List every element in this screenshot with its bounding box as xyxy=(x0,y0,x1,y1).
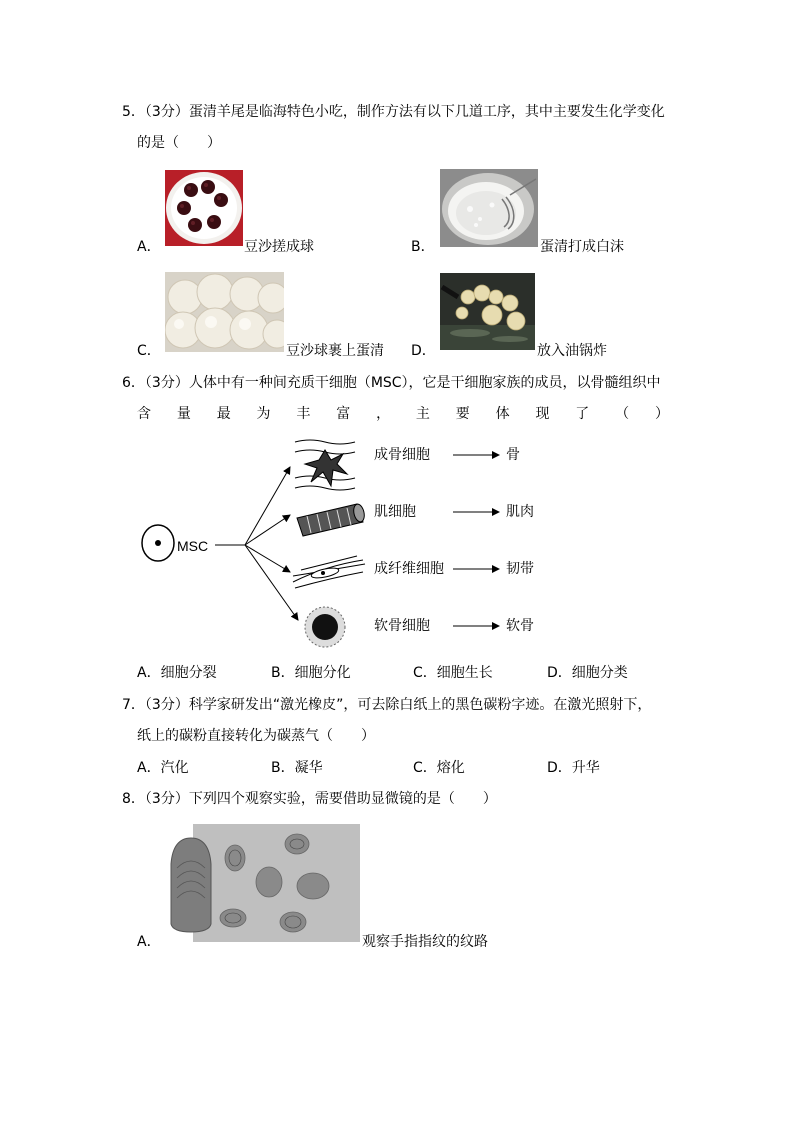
q5-stem-line2: 的是（ ） xyxy=(137,135,221,151)
q8-option-a-letter[interactable]: A． xyxy=(137,934,161,950)
q8-stem-line1: 8．（3分）下列四个观察实验，需要借助显微镜的是（ ） xyxy=(122,791,497,807)
diagram-cell-muscle: 肌细胞 xyxy=(374,504,416,520)
q5-option-a-image xyxy=(165,170,243,246)
q7-option-b[interactable]: B．凝华 xyxy=(271,760,323,776)
q6-stem-char: 量 xyxy=(176,406,191,422)
q6-stem-char: 富 xyxy=(336,406,351,422)
q6-stem-char: 主 xyxy=(415,406,430,422)
fibroblast-drawing xyxy=(293,556,365,588)
q5-option-a-caption: 豆沙搓成球 xyxy=(244,239,314,255)
q6-stem-char: 了 xyxy=(575,406,590,422)
q6-option-b[interactable]: B．细胞分化 xyxy=(271,665,351,681)
diagram-result-cartilage: 软骨 xyxy=(506,618,534,634)
q5-option-d-caption: 放入油锅炸 xyxy=(537,343,607,359)
chondrocyte-drawing xyxy=(305,607,345,647)
q5-option-b-caption: 蛋清打成白沫 xyxy=(540,239,624,255)
q6-stem-line2 xyxy=(137,405,669,423)
osteoblast-drawing xyxy=(295,440,355,490)
q6-stem-char: 为 xyxy=(256,406,271,422)
q6-stem-line1: 6．（3分）人体中有一种间充质干细胞（MSC），它是干细胞家族的成员，以骨髓组织中 xyxy=(122,375,661,391)
q6-stem-char: ， xyxy=(376,406,391,422)
diagram-result-muscle: 肌肉 xyxy=(506,504,534,520)
q6-option-a[interactable]: A．细胞分裂 xyxy=(137,665,217,681)
q6-stem-char: 最 xyxy=(216,406,231,422)
q7-option-d[interactable]: D．升华 xyxy=(547,760,600,776)
q5-option-b-letter[interactable]: B． xyxy=(411,239,435,255)
diagram-cell-fibroblast: 成纤维细胞 xyxy=(374,561,444,577)
q5-option-b-image xyxy=(440,169,538,247)
msc-cell-drawing xyxy=(142,525,174,561)
branch-lines xyxy=(215,467,298,620)
diagram-cell-osteoblast: 成骨细胞 xyxy=(374,447,430,463)
q7-option-a[interactable]: A．汽化 xyxy=(137,760,189,776)
q8-option-a-image xyxy=(163,824,360,944)
q5-option-a-letter[interactable]: A． xyxy=(137,239,161,255)
q5-option-d-image xyxy=(440,273,535,350)
q5-stem-line1: 5．（3分）蛋清羊尾是临海特色小吃，制作方法有以下几道工序，其中主要发生化学变化 xyxy=(122,104,665,120)
muscle-cell-drawing xyxy=(297,503,366,536)
q6-option-d[interactable]: D．细胞分类 xyxy=(547,665,628,681)
q6-stem-char: 现 xyxy=(535,406,550,422)
q6-stem-char: ） xyxy=(654,406,669,422)
q6-stem-char: （ xyxy=(615,406,630,422)
q7-option-c[interactable]: C．熔化 xyxy=(413,760,465,776)
q6-option-c[interactable]: C．细胞生长 xyxy=(413,665,493,681)
diagram-cell-chondrocyte: 软骨细胞 xyxy=(374,618,430,634)
q8-option-a-caption: 观察手指指纹的纹路 xyxy=(362,934,488,950)
q6-stem-char: 要 xyxy=(455,406,470,422)
q5-option-c-letter[interactable]: C． xyxy=(137,343,161,359)
q5-option-d-letter[interactable]: D． xyxy=(411,343,436,359)
diagram-source-label: MSC xyxy=(177,538,209,554)
q6-stem-char: 体 xyxy=(495,406,510,422)
q7-stem-line2: 纸上的碳粉直接转化为碳蒸气（ ） xyxy=(137,728,375,744)
q5-option-c-caption: 豆沙球裹上蛋清 xyxy=(286,343,384,359)
q6-stem-char: 丰 xyxy=(296,406,311,422)
diagram-result-bone: 骨 xyxy=(506,447,520,463)
result-arrows xyxy=(453,455,499,626)
diagram-result-ligament: 韧带 xyxy=(506,561,534,577)
q5-option-c-image xyxy=(165,272,284,352)
q6-stem-char: 含 xyxy=(137,406,151,422)
q7-stem-line1: 7．（3分）科学家研发出“激光橡皮”，可去除白纸上的黑色碳粉字迹。在激光照射下， xyxy=(122,697,652,713)
